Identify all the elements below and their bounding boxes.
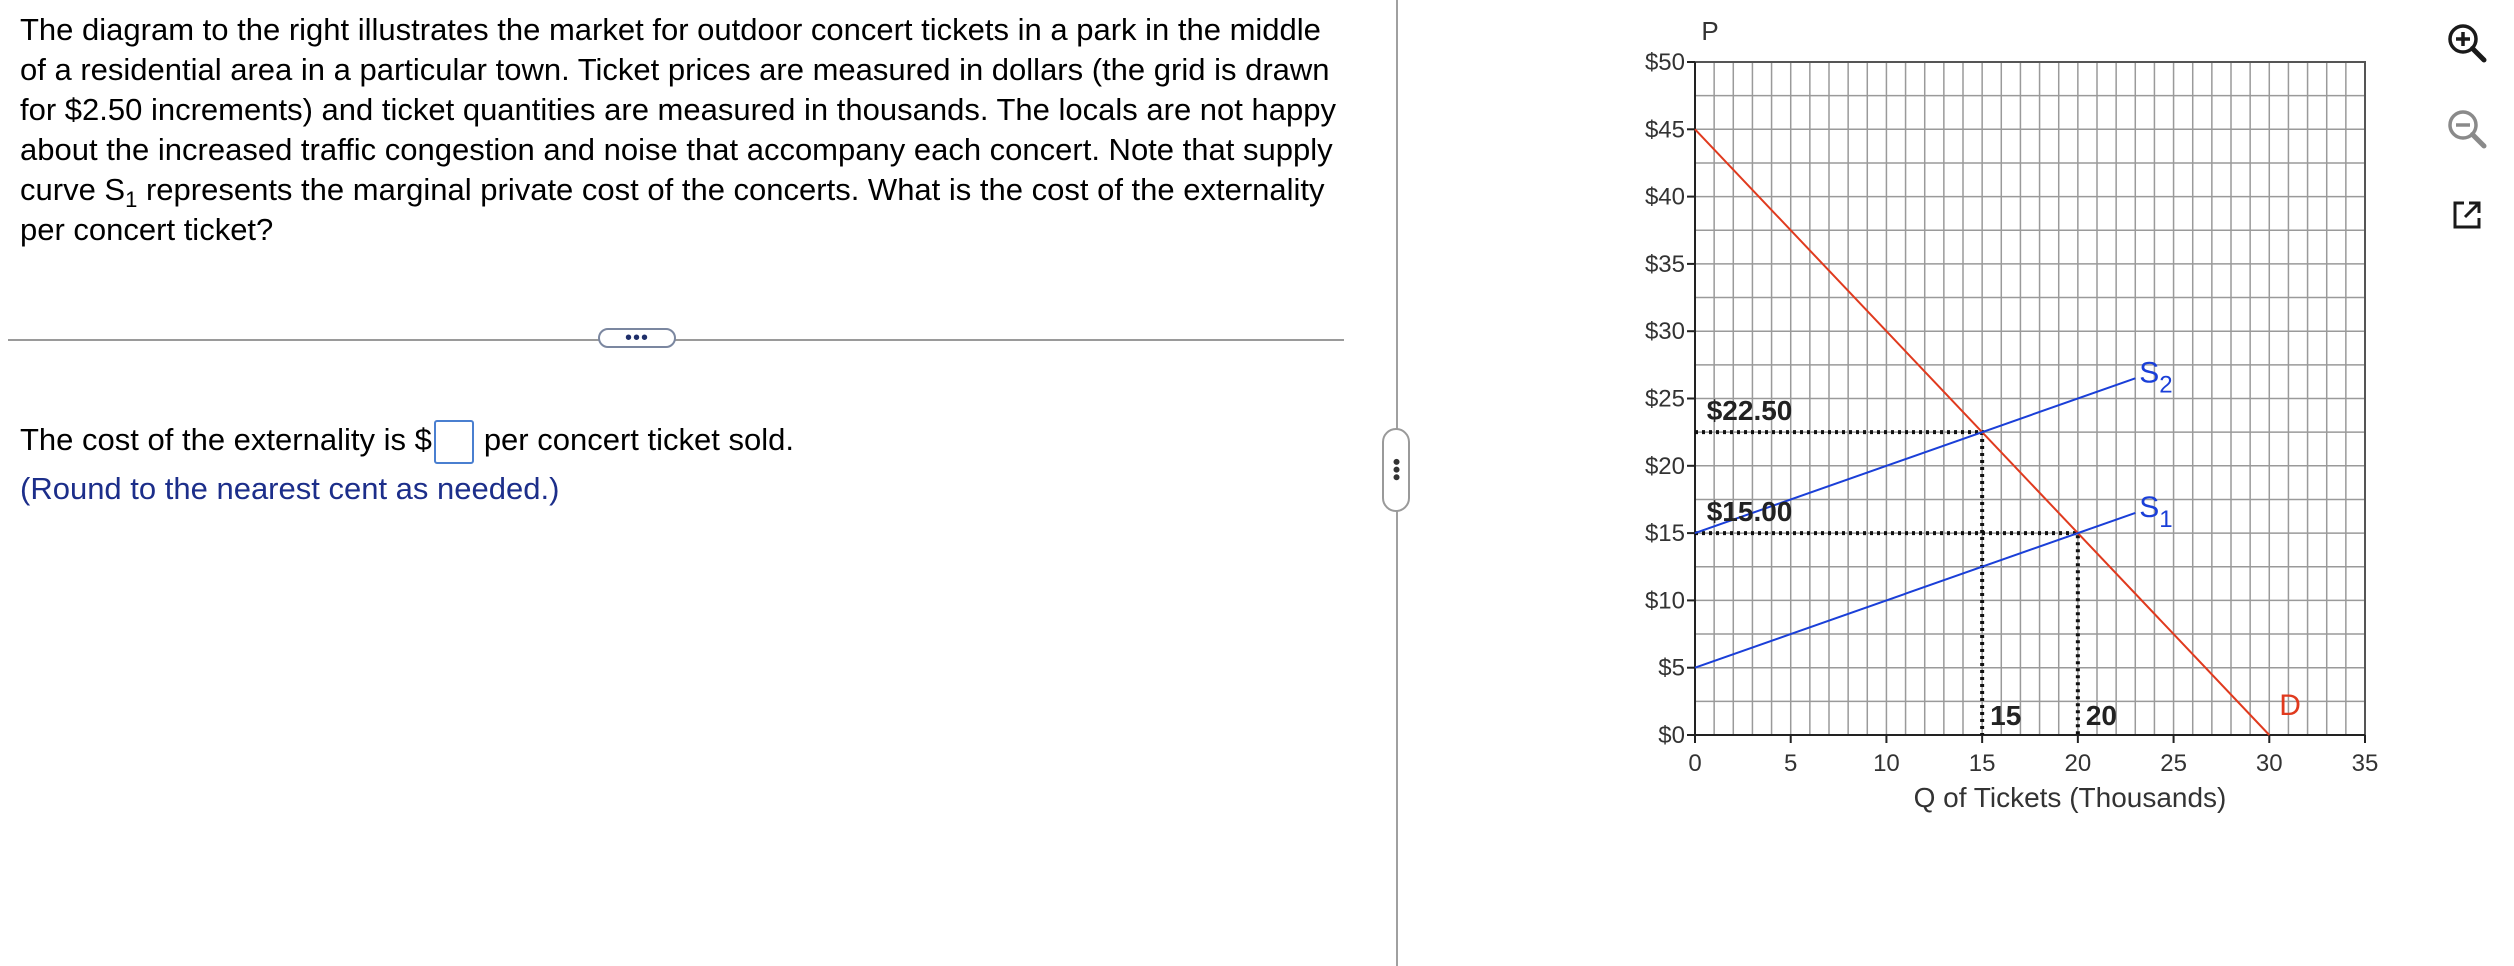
dotted-guide-line — [1695, 432, 1982, 735]
zoom-in-icon — [2445, 21, 2489, 65]
y-axis-label: P — [1701, 16, 1719, 46]
annotation-label: $22.50 — [1706, 395, 1793, 427]
x-tick-label: 15 — [1968, 750, 1996, 777]
x-tick-label: 35 — [2351, 750, 2379, 777]
pane-resize-handle[interactable] — [1382, 428, 1410, 512]
question-part2: represents the marginal private cost of the concerts. What is the cost of the externality per concert ticket? — [20, 172, 1325, 247]
annotation-label: 20 — [2085, 700, 2118, 731]
x-tick-label: 20 — [2064, 750, 2092, 777]
annotation-label: 15 — [1990, 700, 2022, 731]
y-tick-label: $10 — [1644, 587, 1685, 615]
curve-s2-label: $S_2$ — [2139, 356, 2173, 399]
x-tick-label: 10 — [1873, 750, 1900, 777]
popout-button[interactable] — [2438, 186, 2496, 244]
x-axis-label: Q of Tickets (Thousands) — [1913, 782, 2227, 813]
rounding-hint: (Round to the nearest cent as needed.) — [20, 471, 560, 506]
handle-dots: ••• — [1384, 458, 1409, 482]
zoom-out-icon — [2445, 107, 2489, 151]
answer-input[interactable] — [434, 420, 474, 464]
question-part1: The diagram to the right illustrates the market for outdoor concert tickets in a park in the middle of a residential area in a particular town. Ticket prices are measured in dollars (the grid is drawn for $2.50 increments) and ticket quantities are measured in thousands. The locals are not happy about the increased traffic congestion and noise that accompany each concert. Note that supply curve S — [20, 12, 1336, 207]
section-divider — [8, 339, 1344, 341]
curve-s1-label: $S_1$ — [2139, 490, 2173, 533]
y-tick-label: $20 — [1644, 452, 1685, 480]
y-tick-label: $25 — [1644, 385, 1685, 413]
x-tick-label: 5 — [1784, 750, 1798, 777]
annotation-label: $15.00 — [1706, 496, 1793, 528]
zoom-in-button[interactable] — [2438, 14, 2496, 72]
market-graph — [1590, 0, 2420, 830]
x-tick-label: 25 — [2160, 750, 2187, 777]
y-tick-label: $5 — [1658, 654, 1685, 682]
x-tick-label: 30 — [2255, 750, 2283, 777]
curve-d-label: D — [2279, 689, 2301, 722]
answer-suffix: per concert ticket sold. — [483, 422, 794, 458]
zoom-out-button[interactable] — [2438, 100, 2496, 158]
y-tick-label: $40 — [1644, 183, 1685, 211]
more-button[interactable]: ••• — [598, 328, 676, 348]
y-tick-label: $15 — [1644, 520, 1685, 548]
answer-prefix: The cost of the externality is $ — [20, 422, 432, 458]
question-text — [20, 10, 1350, 250]
curve-s1 — [1695, 513, 2135, 668]
y-tick-label: $30 — [1644, 318, 1685, 346]
y-tick-label: $45 — [1644, 116, 1685, 144]
popout-icon — [2447, 195, 2487, 235]
answer-line — [20, 420, 794, 464]
x-tick-label: 0 — [1688, 750, 1702, 777]
y-tick-label: $0 — [1658, 722, 1685, 749]
y-tick-label: $35 — [1644, 250, 1685, 278]
y-tick-label: $50 — [1644, 49, 1685, 76]
question-subscript: 1 — [125, 187, 138, 213]
